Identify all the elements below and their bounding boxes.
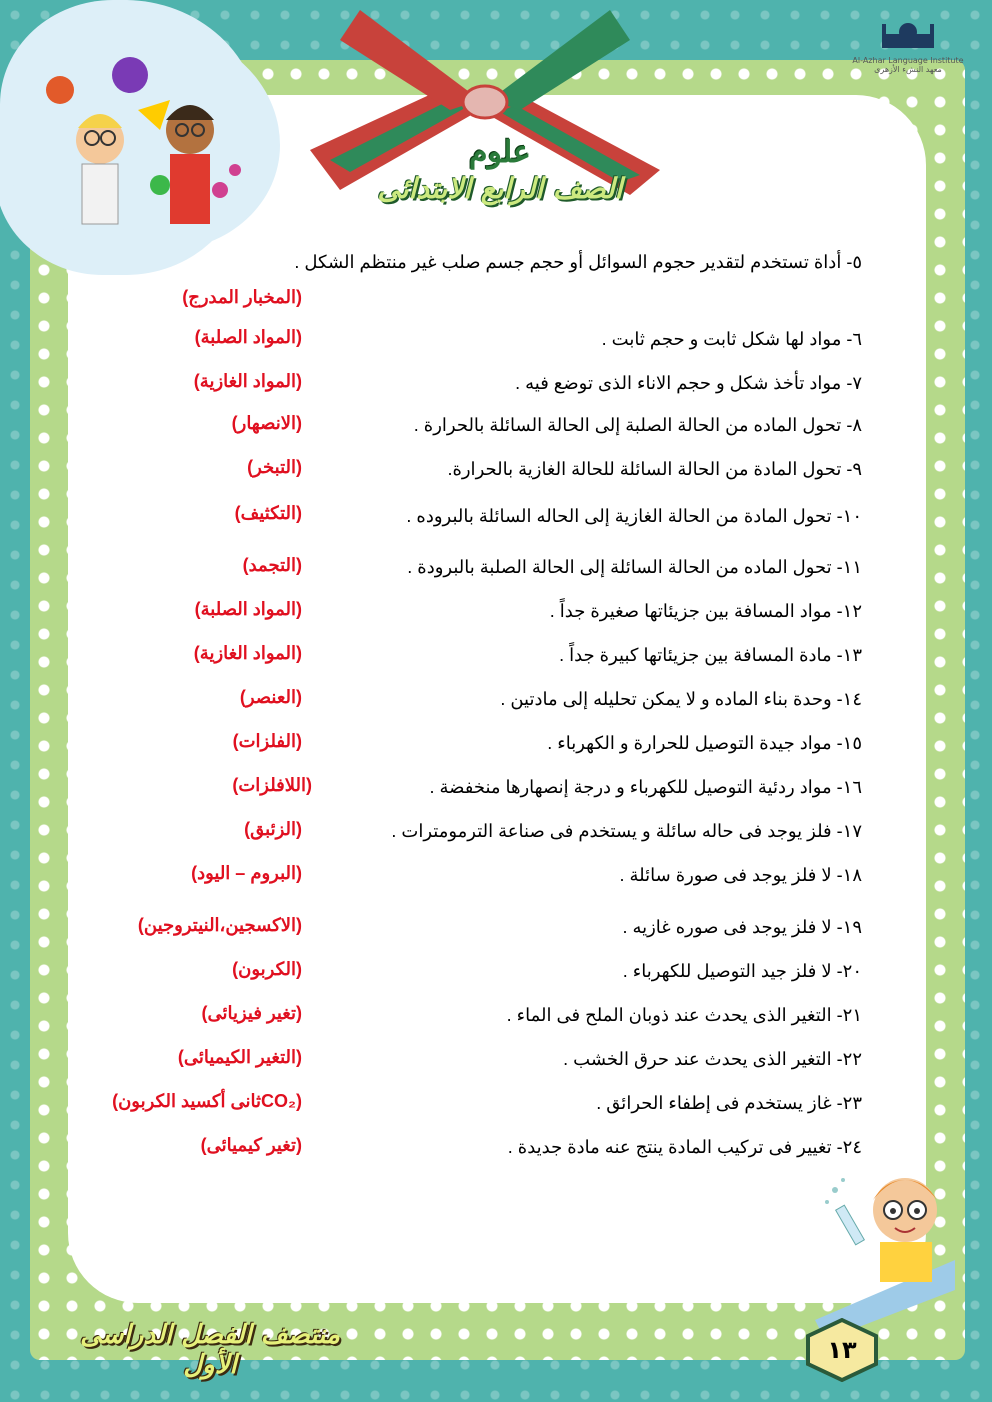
- question-22: ٢٢- التغير الذى يحدث عند حرق الخشب .: [563, 1049, 862, 1069]
- question-18: ١٨- لا فلز يوجد فى صورة سائلة .: [619, 865, 862, 885]
- question-15: ١٥- مواد جيدة التوصيل للحرارة و الكهرباء .: [547, 733, 862, 753]
- answer-7: (المواد الغازية): [193, 371, 302, 391]
- question-24: ٢٤- تغيير فى تركيب المادة ينتج عنه مادة جديدة .: [507, 1137, 862, 1157]
- question-8: ٨- تحول الماده من الحالة الصلبة إلى الحالة السائلة بالحرارة .: [413, 415, 862, 435]
- question-20: ٢٠- لا فلز جيد التوصيل للكهرباء .: [622, 961, 862, 981]
- answer-8: (الانصهار): [231, 413, 302, 433]
- answer-21: (تغير فيزيائى): [201, 1003, 302, 1023]
- question-11: ١١- تحول الماده من الحالة السائلة إلى الحالة الصلبة بالبرودة .: [407, 557, 862, 577]
- answer-13: (المواد الغازية): [193, 643, 302, 663]
- answer-6: (المواد الصلبة): [194, 327, 302, 347]
- question-21: ٢١- التغير الذى يحدث عند ذوبان الملح فى الماء .: [506, 1005, 862, 1025]
- logo-text-en: Al-Azhar Language Institute: [852, 56, 964, 65]
- page-number-badge: [806, 1318, 878, 1382]
- question-16: ١٦- مواد ردئية التوصيل للكهرباء و درجة إنصهارها منخفضة .: [429, 777, 862, 797]
- question-12: ١٢- مواد المسافة بين جزيئاتها صغيرة جداً .: [549, 601, 862, 621]
- answer-19: (الاكسجين،النيتروجين): [137, 915, 302, 935]
- page-number: ١٣: [827, 1336, 857, 1364]
- answer-23: (CO₂ثانى أكسيد الكربون): [112, 1091, 302, 1111]
- answer-5: (المخبار المدرج): [182, 287, 302, 307]
- question-23: ٢٣- غاز يستخدم فى إطفاء الحرائق .: [596, 1093, 862, 1113]
- answer-24: (تغير كيميائى): [200, 1135, 302, 1155]
- answer-12: (المواد الصلبة): [194, 599, 302, 619]
- question-10: ١٠- تحول المادة من الحالة الغازية إلى الحاله السائلة بالبروده .: [406, 506, 862, 526]
- answer-10: (التكثيف): [234, 503, 302, 523]
- answer-16: (اللافلزات): [232, 775, 312, 795]
- grade-title: الصف الرابع الابتدائى: [377, 172, 623, 205]
- question-19: ١٩- لا فلز يوجد فى صوره غازيه .: [622, 917, 862, 937]
- answer-17: (الزئبق): [244, 819, 302, 839]
- answer-9: (التبخر): [247, 457, 302, 477]
- boy-with-test-tube-illustration: [815, 1150, 955, 1340]
- question-17: ١٧- فلز يوجد فى حاله سائلة و يستخدم فى صناعة الترمومترات .: [391, 821, 862, 841]
- question-7: ٧- مواد تأخذ شكل و حجم الاناء الذى توضع فيه .: [515, 373, 862, 393]
- answer-20: (الكربون): [232, 959, 302, 979]
- subject-title: علوم: [469, 135, 531, 170]
- answer-18: (البروم – اليود): [191, 863, 302, 883]
- question-9: ٩- تحول المادة من الحالة السائلة للحالة الغازية بالحرارة.: [447, 459, 862, 479]
- answer-11: (التجمد): [242, 555, 302, 575]
- question-5: ٥- أداة تستخدم لتقدير حجوم السوائل أو حجم جسم صلب غير منتظم الشكل .: [294, 252, 862, 272]
- footer-term-label: منتصف الفصل الدراسى الأول: [80, 1320, 340, 1380]
- answer-22: (التغير الكيميائى): [177, 1047, 302, 1067]
- answer-15: (الفلزات): [232, 731, 302, 751]
- logo-text-ar: معهد النشء الأزهرى: [874, 65, 942, 74]
- answer-14: (العنصر): [239, 687, 302, 707]
- question-6: ٦- مواد لها شكل ثابت و حجم ثابت .: [601, 329, 862, 349]
- question-13: ١٣- مادة المسافة بين جزيئاتها كبيرة جداً .: [559, 645, 862, 665]
- question-14: ١٤- وحدة بناء الماده و لا يمكن تحليله إلى مادتين .: [500, 689, 862, 709]
